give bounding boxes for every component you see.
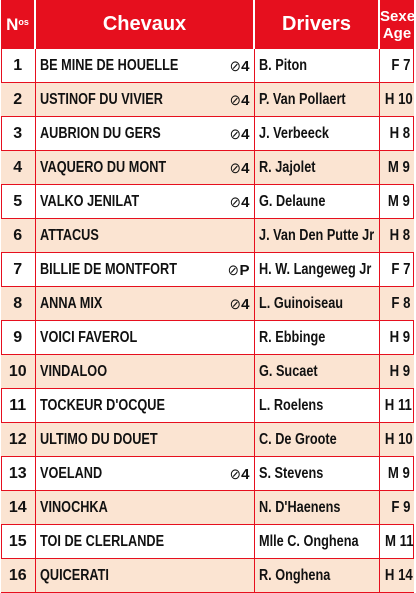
unshod-slash-icon: ⊘ [229, 160, 241, 177]
horse-name: VOELAND [39, 464, 102, 482]
unshod-slash-icon: ⊘ [229, 194, 241, 211]
driver-name: J. Van Den Putte Jr [258, 226, 374, 244]
sex-age-cell [379, 253, 414, 287]
table-row [1, 117, 414, 151]
horse-cell [35, 355, 254, 389]
horse-name: VINOCHKA [39, 498, 108, 516]
shoeing-code: 4 [241, 194, 250, 211]
driver-cell [254, 389, 379, 423]
horse-name: VINDALOO [39, 362, 107, 380]
driver-name: G. Sucaet [258, 362, 318, 380]
runner-number: 7 [1, 253, 35, 287]
driver-name: S. Stevens [258, 464, 323, 482]
driver-cell [254, 287, 379, 321]
sex-age-value: F 7 [390, 260, 410, 278]
driver-name: H. W. Langeweg Jr [258, 260, 371, 278]
table-row [1, 423, 414, 457]
horse-name: AUBRION DU GERS [39, 124, 161, 142]
sex-age-value: M 11 [384, 532, 414, 550]
driver-name: N. D'Haenens [258, 498, 340, 516]
runner-number: 16 [1, 559, 35, 593]
driver-cell [254, 219, 379, 253]
shoeing-icon [229, 193, 250, 211]
driver-cell [254, 559, 379, 593]
sex-age-value: M 9 [388, 158, 410, 176]
table-row [1, 355, 414, 389]
horse-cell [35, 457, 254, 491]
runner-number: 10 [1, 355, 35, 389]
driver-cell [254, 525, 379, 559]
horse-name: ATTACUS [39, 226, 99, 244]
runner-number: 8 [1, 287, 35, 321]
sex-age-cell [379, 117, 414, 151]
shoeing-code: 4 [241, 466, 250, 483]
horse-name: QUICERATI [39, 566, 109, 584]
driver-name: C. De Groote [258, 430, 337, 448]
unshod-slash-icon: ⊘ [229, 296, 241, 313]
horse-cell [35, 151, 254, 185]
driver-cell [254, 151, 379, 185]
runner-number: 3 [1, 117, 35, 151]
unshod-slash-icon: ⊘ [229, 58, 241, 75]
horse-name: BILLIE DE MONTFORT [39, 260, 177, 278]
horse-name: USTINOF DU VIVIER [39, 90, 163, 108]
sex-age-cell [379, 355, 414, 389]
table-row [1, 219, 414, 253]
driver-cell [254, 185, 379, 219]
driver-name: L. Guinoiseau [258, 294, 343, 312]
table-header-row [1, 0, 414, 49]
horse-name: ANNA MIX [39, 294, 102, 312]
shoeing-code: 4 [241, 296, 250, 313]
sex-age-cell [379, 321, 414, 355]
horse-cell [35, 117, 254, 151]
driver-name: B. Piton [258, 56, 307, 74]
unshod-slash-icon: ⊘ [229, 92, 241, 109]
header-horses: Chevaux [35, 0, 254, 49]
shoeing-icon [229, 57, 250, 75]
driver-name: P. Van Pollaert [258, 90, 346, 108]
shoeing-code: 4 [241, 160, 250, 177]
table-row [1, 49, 414, 83]
table-row [1, 389, 414, 423]
horse-name: VALKO JENILAT [39, 192, 139, 210]
header-number: $N^{os}$ [1, 0, 35, 49]
shoeing-icon [229, 465, 250, 483]
sex-age-cell [379, 423, 414, 457]
runner-number: 4 [1, 151, 35, 185]
shoeing-code: 4 [241, 58, 250, 75]
horse-cell [35, 389, 254, 423]
shoeing-icon [229, 91, 250, 109]
driver-name: L. Roelens [258, 396, 323, 414]
driver-name: R. Jajolet [258, 158, 316, 176]
driver-name: R. Onghena [258, 566, 330, 584]
driver-name: G. Delaune [258, 192, 325, 210]
sex-age-cell [379, 457, 414, 491]
horse-cell [35, 253, 254, 287]
sex-age-value: M 9 [388, 192, 410, 210]
runner-number: 12 [1, 423, 35, 457]
horse-name: TOI DE CLERLANDE [39, 532, 164, 550]
table-row [1, 287, 414, 321]
horse-name: BE MINE DE HOUELLE [39, 56, 178, 74]
header-sex-age: Sexe Age [379, 0, 414, 49]
horse-name: VOICI FAVEROL [39, 328, 137, 346]
sex-age-cell [379, 83, 414, 117]
runner-number: 9 [1, 321, 35, 355]
sex-age-value: M 9 [388, 464, 410, 482]
sex-age-cell [379, 525, 414, 559]
horse-name: TOCKEUR D'OCQUE [39, 396, 165, 414]
driver-cell [254, 117, 379, 151]
table-row [1, 83, 414, 117]
driver-name: R. Ebbinge [258, 328, 325, 346]
unshod-slash-icon: ⊘ [227, 262, 239, 279]
driver-cell [254, 457, 379, 491]
horse-cell [35, 559, 254, 593]
table-row [1, 185, 414, 219]
driver-name: Mlle C. Onghena [258, 532, 359, 550]
horse-cell [35, 287, 254, 321]
horse-cell [35, 423, 254, 457]
sex-age-cell [379, 49, 414, 83]
runner-number: 13 [1, 457, 35, 491]
shoeing-icon [227, 261, 250, 279]
runner-number: 5 [1, 185, 35, 219]
horse-cell [35, 321, 254, 355]
driver-cell [254, 49, 379, 83]
sex-age-value: H 14 [384, 566, 413, 584]
sex-age-value: H 11 [384, 396, 412, 414]
sex-age-cell [379, 151, 414, 185]
sex-age-cell [379, 185, 414, 219]
horse-name: ULTIMO DU DOUET [39, 430, 158, 448]
horse-cell [35, 219, 254, 253]
table-row [1, 253, 414, 287]
sex-age-cell [379, 219, 414, 253]
sex-age-value: F 7 [390, 56, 410, 74]
shoeing-code: 4 [241, 92, 250, 109]
runners-table [1, 0, 414, 593]
runner-number: 11 [1, 389, 35, 423]
sex-age-cell [379, 559, 414, 593]
shoeing-code: 4 [241, 126, 250, 143]
runner-number: 1 [1, 49, 35, 83]
sex-age-value: H 10 [384, 90, 413, 108]
shoeing-code: P [239, 262, 250, 279]
table-row [1, 525, 414, 559]
shoeing-icon [229, 125, 250, 143]
shoeing-icon [229, 295, 250, 313]
shoeing-icon [229, 159, 250, 177]
sex-age-value: H 9 [389, 362, 410, 380]
sex-age-value: F 9 [390, 498, 410, 516]
driver-cell [254, 83, 379, 117]
horse-cell [35, 185, 254, 219]
unshod-slash-icon: ⊘ [229, 126, 241, 143]
driver-cell [254, 355, 379, 389]
runner-number: 2 [1, 83, 35, 117]
runner-number: 14 [1, 491, 35, 525]
driver-cell [254, 253, 379, 287]
table-row [1, 457, 414, 491]
sex-age-value: H 10 [384, 430, 413, 448]
horse-cell [35, 83, 254, 117]
horse-name: VAQUERO DU MONT [39, 158, 166, 176]
sex-age-value: H 9 [389, 328, 410, 346]
header-drivers: Drivers [254, 0, 379, 49]
table-row [1, 151, 414, 185]
sex-age-cell [379, 491, 414, 525]
table-row [1, 321, 414, 355]
runner-number: 6 [1, 219, 35, 253]
driver-cell [254, 491, 379, 525]
sex-age-value: H 8 [389, 124, 410, 142]
driver-cell [254, 423, 379, 457]
table-row [1, 491, 414, 525]
sex-age-cell [379, 389, 414, 423]
horse-cell [35, 525, 254, 559]
unshod-slash-icon: ⊘ [229, 466, 241, 483]
runner-number: 15 [1, 525, 35, 559]
table-row [1, 559, 414, 593]
sex-age-value: H 8 [389, 226, 410, 244]
sex-age-cell [379, 287, 414, 321]
sex-age-value: F 8 [390, 294, 410, 312]
driver-name: J. Verbeeck [258, 124, 329, 142]
horse-cell [35, 491, 254, 525]
driver-cell [254, 321, 379, 355]
horse-cell [35, 49, 254, 83]
